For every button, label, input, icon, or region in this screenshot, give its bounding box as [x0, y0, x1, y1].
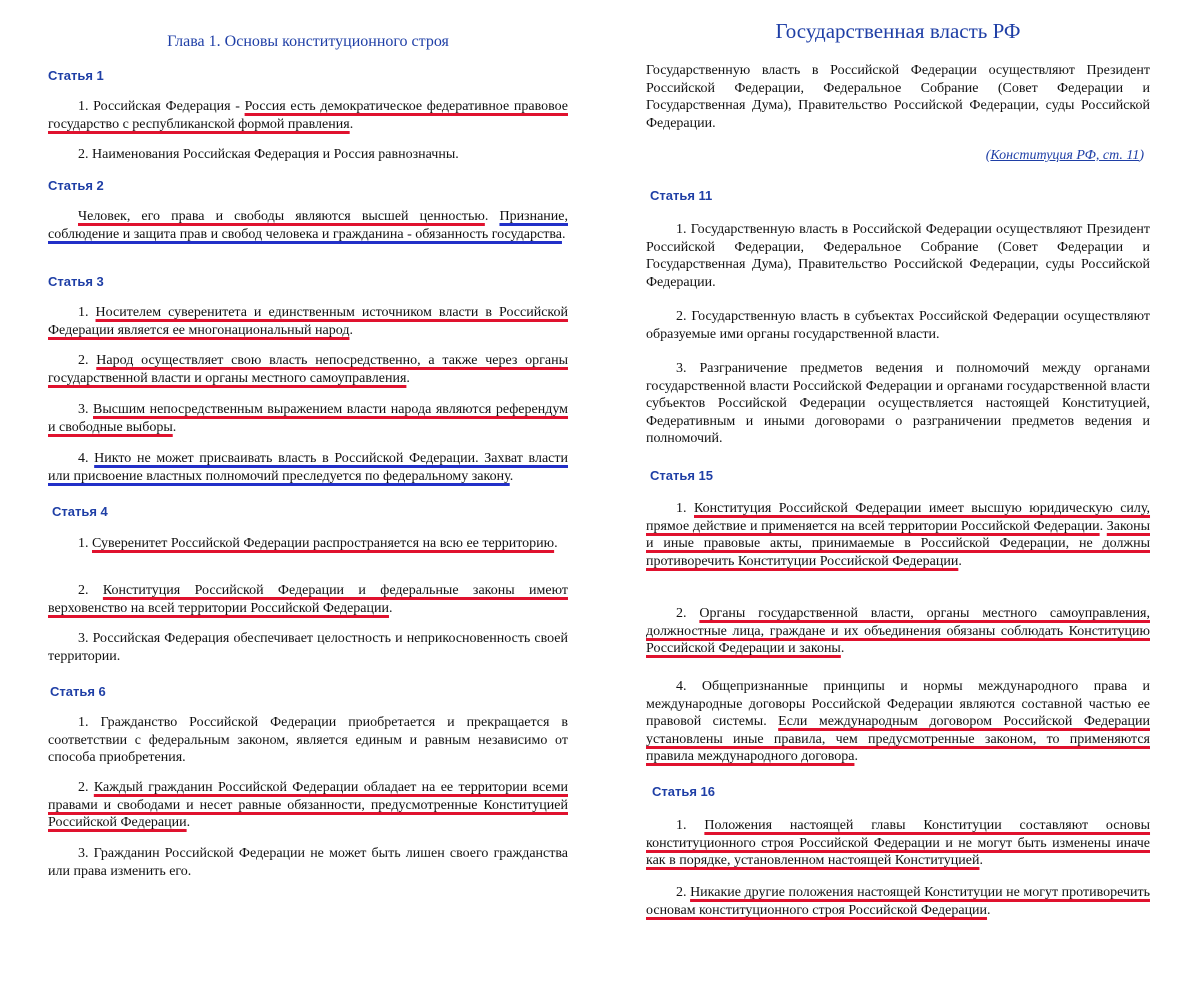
article-16-paragraph-1: 1. Положения настоящей главы Конституции составляют основы конституционного строя Российской Федерации и не могут быть изменены иначе как в порядке, установленном настоящей Конституцией.: [646, 818, 1151, 869]
article-1-paragraph-1: 1. Российская Федерация - Россия есть демократическое федеративное правовое государство с республиканской формой правления.: [48, 99, 568, 132]
article-11-heading: Статья 11: [650, 188, 713, 203]
article-2-heading: Статья 2: [48, 178, 104, 193]
article-3-paragraph-4: 4. Никто не может присваивать власть в Российской Федерации. Захват власти или присвоение властных полномочий преследуется по федеральному закону.: [48, 451, 568, 484]
citation: (Конституция РФ, ст. 11): [985, 148, 1144, 163]
article-1-heading: Статья 1: [48, 68, 104, 83]
article-15-heading: Статья 15: [650, 468, 714, 483]
constitution-link[interactable]: Конституция РФ, ст. 11: [990, 148, 1140, 163]
article-6-paragraph-2: 2. Каждый гражданин Российской Федерации обладает на ее территории всеми правами и свободами и несет равные обязанности, предусмотренные Конституцией Российской Федерации.: [48, 780, 568, 831]
article-3-paragraph-3: 3. Высшим непосредственным выражением власти народа являются референдум и свободные выборы.: [48, 402, 569, 435]
main-title: Государственная власть РФ: [775, 19, 1021, 43]
article-16-paragraph-2: 2. Никакие другие положения настоящей Конституции не могут противоречить основам конституционного строя Российской Федерации.: [646, 885, 1150, 918]
article-6-paragraph-3: 3. Гражданин Российской Федерации не может быть лишен своего гражданства или права изменить его.: [48, 846, 568, 879]
article-11-paragraph-2: 2. Государственную власть в субъектах Российской Федерации осуществляют образуемые ими органы государственной власти.: [646, 309, 1150, 342]
article-3-heading: Статья 3: [48, 274, 104, 289]
article-2-paragraph-1: Человек, его права и свободы являются высшей ценностью. Признание, соблюдение и защита прав и свобод человека и гражданина - обязанность государства.: [48, 209, 568, 242]
article-11-paragraph-1: 1. Государственную власть в Российской Федерации осуществляют Президент Российской Федерации, Федеральное Собрание (Совет Федерации и Государственная Дума), Правительство Российской Федерации, суды Российской Федерации.: [646, 222, 1150, 290]
chapter-title: Глава 1. Основы конституционного строя: [167, 33, 449, 50]
article-11-paragraph-3: 3. Разграничение предметов ведения и полномочий между органами государственной власти Российской Федерации и органами государственной власти субъектов Российской Федерации осуществляется настоящей Конституцией, Федеративным и иными договорами о разграничении предметов ведения и полномочий.: [646, 361, 1150, 447]
article-4-paragraph-2: 2. Конституция Российской Федерации и федеральные законы имеют верховенство на всей территории Российской Федерации.: [48, 583, 568, 616]
article-6-paragraph-1: 1. Гражданство Российской Федерации приобретается и прекращается в соответствии с федеральным законом, является единым и равным независимо от способа приобретения.: [48, 715, 568, 766]
article-4-paragraph-1: 1. Суверенитет Российской Федерации распространяется на всю ее территорию.: [78, 536, 558, 551]
article-15-paragraph-1: 1. Конституция Российской Федерации имеет высшую юридическую силу, прямое действие и применяется на всей территории Российской Федерации. Законы и иные правовые акты, принимаемые в Российской Федерации, не должны противоречить Конституции Российской Федерации.: [646, 501, 1151, 569]
article-6-heading: Статья 6: [50, 684, 106, 699]
article-4-paragraph-3: 3. Российская Федерация обеспечивает целостность и неприкосновенность своей территории.: [48, 631, 568, 664]
article-3-paragraph-1: 1. Носителем суверенитета и единственным источником власти в Российской Федерации является ее многонациональный народ.: [48, 305, 569, 338]
intro-paragraph: Государственную власть в Российской Федерации осуществляют Президент Российской Федерации, Федеральное Собрание (Совет Федерации и Государственная Дума), Правительство Российской Федерации, суды Российской Федерации.: [646, 63, 1150, 131]
article-15-paragraph-4: 4. Общепризнанные принципы и нормы международного права и международные договоры Российской Федерации являются составной частью ее правовой системы. Если международным договором Российской Федерации установлены иные правила, чем предусмотренные законом, то применяются правила международного договора.: [646, 679, 1150, 765]
article-3-paragraph-2: 2. Народ осуществляет свою власть непосредственно, а также через органы государственной власти и органы местного самоуправления.: [48, 353, 569, 386]
article-1-paragraph-2: 2. Наименования Российская Федерация и Россия равнозначны.: [78, 147, 459, 162]
article-15-paragraph-2: 2. Органы государственной власти, органы местного самоуправления, должностные лица, граждане и их объединения обязаны соблюдать Конституцию Российской Федерации и законы.: [646, 606, 1150, 657]
article-16-heading: Статья 16: [652, 784, 716, 799]
article-4-heading: Статья 4: [52, 504, 108, 519]
